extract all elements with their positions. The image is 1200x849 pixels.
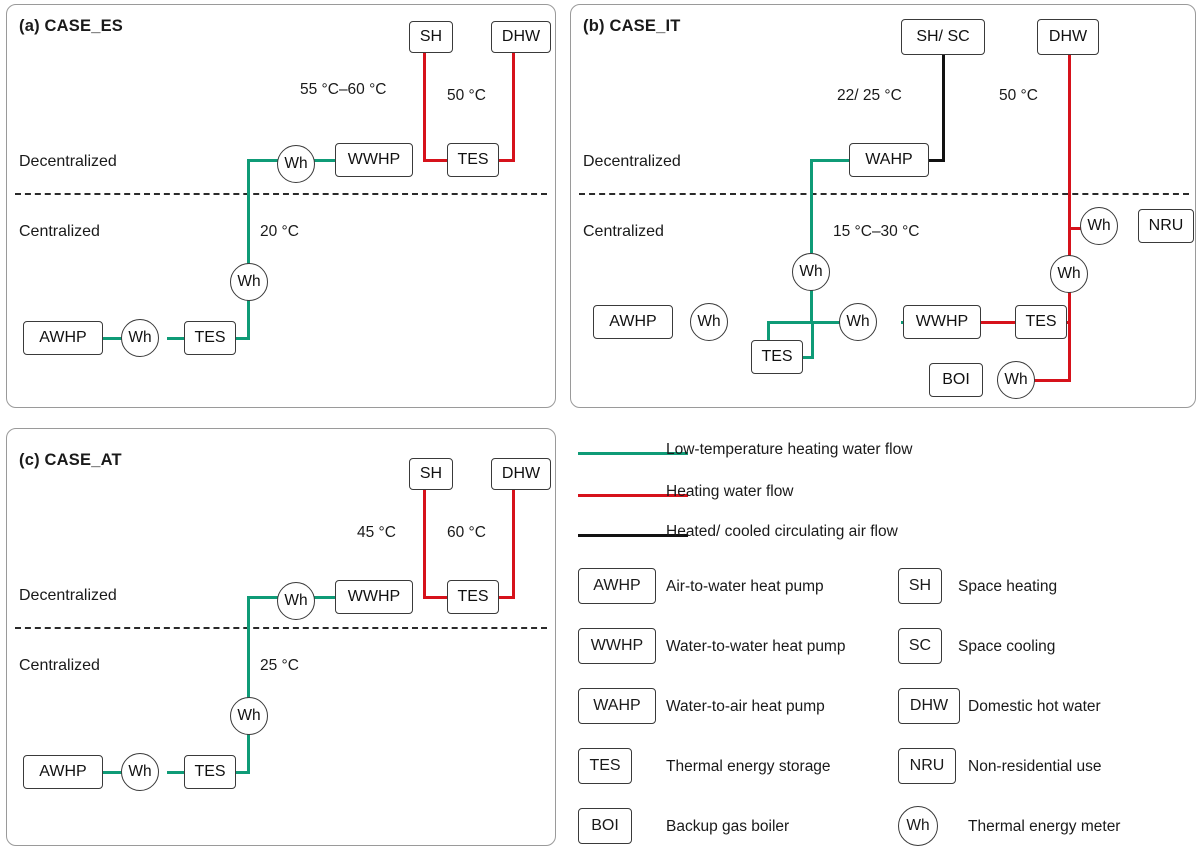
panel-b-node-wh-nru[interactable]: Wh [1080,207,1118,245]
panel-b-flow-tes-up-green [811,321,814,359]
panel-c-flow-sh-red [423,488,426,598]
legend-flow-label-1: Heating water flow [666,483,794,500]
panel-b-node-nru[interactable]: NRU [1138,209,1194,243]
panel-c-centralized-label: Centralized [19,657,100,674]
panel-b-node-sh-sc[interactable]: SH/ SC [901,19,985,55]
panel-a-node-sh[interactable]: SH [409,21,453,53]
panel-b-node-awhp[interactable]: AWHP [593,305,673,339]
panel-b-node-boi[interactable]: BOI [929,363,983,397]
panel-a-node-tes-bot[interactable]: TES [184,321,236,355]
panel-a-divider [15,193,547,195]
panel-c-title: (c) CASE_AT [19,451,122,469]
legend-desc-awhp: Air-to-water heat pump [666,578,824,595]
panel-a-node-tes-top[interactable]: TES [447,143,499,177]
legend-symbol-boi: BOI [578,808,632,844]
panel-b-node-wh-wwhp[interactable]: Wh [839,303,877,341]
panel-case-at [6,428,556,846]
panel-a-temp-sh: 55 °C–60 °C [300,81,387,98]
panel-c-divider [15,627,547,629]
panel-b-decentralized-label: Decentralized [583,153,681,170]
legend-desc-wh: Thermal energy meter [968,818,1121,835]
panel-b-temp-source: 15 °C–30 °C [833,223,920,240]
legend-desc-dhw: Domestic hot water [968,698,1101,715]
panel-c-temp-source: 25 °C [260,657,299,674]
panel-c-flow-wh-tes-green [167,771,185,774]
legend-desc-wwhp: Water-to-water heat pump [666,638,846,655]
panel-b-title: (b) CASE_IT [583,17,681,35]
panel-a-flow-wh-tes-green [167,337,185,340]
panel-c-node-tes-top[interactable]: TES [447,580,499,614]
panel-b-flow-wahp-green [810,159,850,162]
panel-a-flow-riser-low-green [247,297,250,337]
panel-c-node-wh-mid[interactable]: Wh [230,697,268,735]
panel-case-it [570,4,1196,408]
panel-a-temp-dhw: 50 °C [447,87,486,104]
legend-symbol-sc: SC [898,628,942,664]
panel-a-node-wh-top[interactable]: Wh [277,145,315,183]
panel-b-node-tes-right[interactable]: TES [1015,305,1067,339]
legend-flow-label-2: Heated/ cooled circulating air flow [666,523,898,540]
panel-b-node-dhw[interactable]: DHW [1037,19,1099,55]
panel-case-es [6,4,556,408]
legend-symbol-awhp: AWHP [578,568,656,604]
panel-c-flow-riser-green [247,596,250,708]
legend-symbol-wh: Wh [898,806,938,846]
panel-c-node-sh[interactable]: SH [409,458,453,490]
panel-a-decentralized-label: Decentralized [19,153,117,170]
panel-a-node-wh-bot[interactable]: Wh [121,319,159,357]
panel-b-centralized-label: Centralized [583,223,664,240]
legend-desc-tes: Thermal energy storage [666,758,831,775]
legend-desc-sh: Space heating [958,578,1058,595]
panel-c-decentralized-label: Decentralized [19,587,117,604]
panel-b-flow-wwhp-tes-red [980,321,1018,324]
legend-desc-boi: Backup gas boiler [666,818,790,835]
panel-a-node-awhp[interactable]: AWHP [23,321,103,355]
panel-c-node-dhw[interactable]: DHW [491,458,551,490]
panel-c-flow-dhw-red [512,488,515,598]
legend-symbol-tes: TES [578,748,632,784]
panel-c-node-awhp[interactable]: AWHP [23,755,103,789]
panel-c-flow-riser-low-green [247,734,250,774]
panel-a-node-wh-mid[interactable]: Wh [230,263,268,301]
panel-c-temp-dhw: 60 °C [447,524,486,541]
panel-b-flow-air-vert [942,51,945,161]
legend-desc-sc: Space cooling [958,638,1056,655]
panel-b-flow-riser-upper-green [810,159,813,253]
legend-symbol-dhw: DHW [898,688,960,724]
panel-b-node-tes-low[interactable]: TES [751,340,803,374]
panel-b-divider [579,193,1189,195]
panel-b-flow-riser-lower-green [810,289,813,323]
panel-a-flow-riser-green [247,159,250,271]
panel-a-flow-riser-top-green [247,159,279,162]
panel-a-flow-tes-bot-green [235,337,250,340]
panel-b-node-wh-boi[interactable]: Wh [997,361,1035,399]
legend-flow-label-0: Low-temperature heating water flow [666,441,913,458]
panel-c-temp-sh: 45 °C [357,524,396,541]
legend-desc-wahp: Water-to-air heat pump [666,698,825,715]
panel-c-node-wh-bot[interactable]: Wh [121,753,159,791]
legend-desc-nru: Non-residential use [968,758,1102,775]
panel-b-temp-air: 22/ 25 °C [837,87,902,104]
panel-c-node-wwhp[interactable]: WWHP [335,580,413,614]
panel-b-temp-dhw: 50 °C [999,87,1038,104]
legend-symbol-sh: SH [898,568,942,604]
panel-c-flow-riser-top-green [247,596,279,599]
panel-a-node-dhw[interactable]: DHW [491,21,551,53]
legend [570,428,1196,846]
legend-symbol-wwhp: WWHP [578,628,656,664]
panel-a-title: (a) CASE_ES [19,17,123,35]
panel-a-flow-awhp-wh-green [102,337,122,340]
panel-c-node-wh-top[interactable]: Wh [277,582,315,620]
panel-c-flow-tes-bot-green [235,771,250,774]
panel-a-flow-dhw-red [512,51,515,161]
panel-c-flow-awhp-wh-green [102,771,122,774]
panel-a-flow-sh-red [423,51,426,161]
panel-b-node-wwhp[interactable]: WWHP [903,305,981,339]
panel-c-node-tes-bot[interactable]: TES [184,755,236,789]
panel-a-temp-source: 20 °C [260,223,299,240]
panel-b-node-wh-dhw[interactable]: Wh [1050,255,1088,293]
panel-a-node-wwhp[interactable]: WWHP [335,143,413,177]
panel-b-node-wahp[interactable]: WAHP [849,143,929,177]
legend-symbol-nru: NRU [898,748,956,784]
panel-b-flow-dhw-riser [1068,51,1071,379]
panel-b-node-wh-awhp[interactable]: Wh [690,303,728,341]
panel-a-centralized-label: Centralized [19,223,100,240]
panel-b-node-wh-air[interactable]: Wh [792,253,830,291]
legend-symbol-wahp: WAHP [578,688,656,724]
